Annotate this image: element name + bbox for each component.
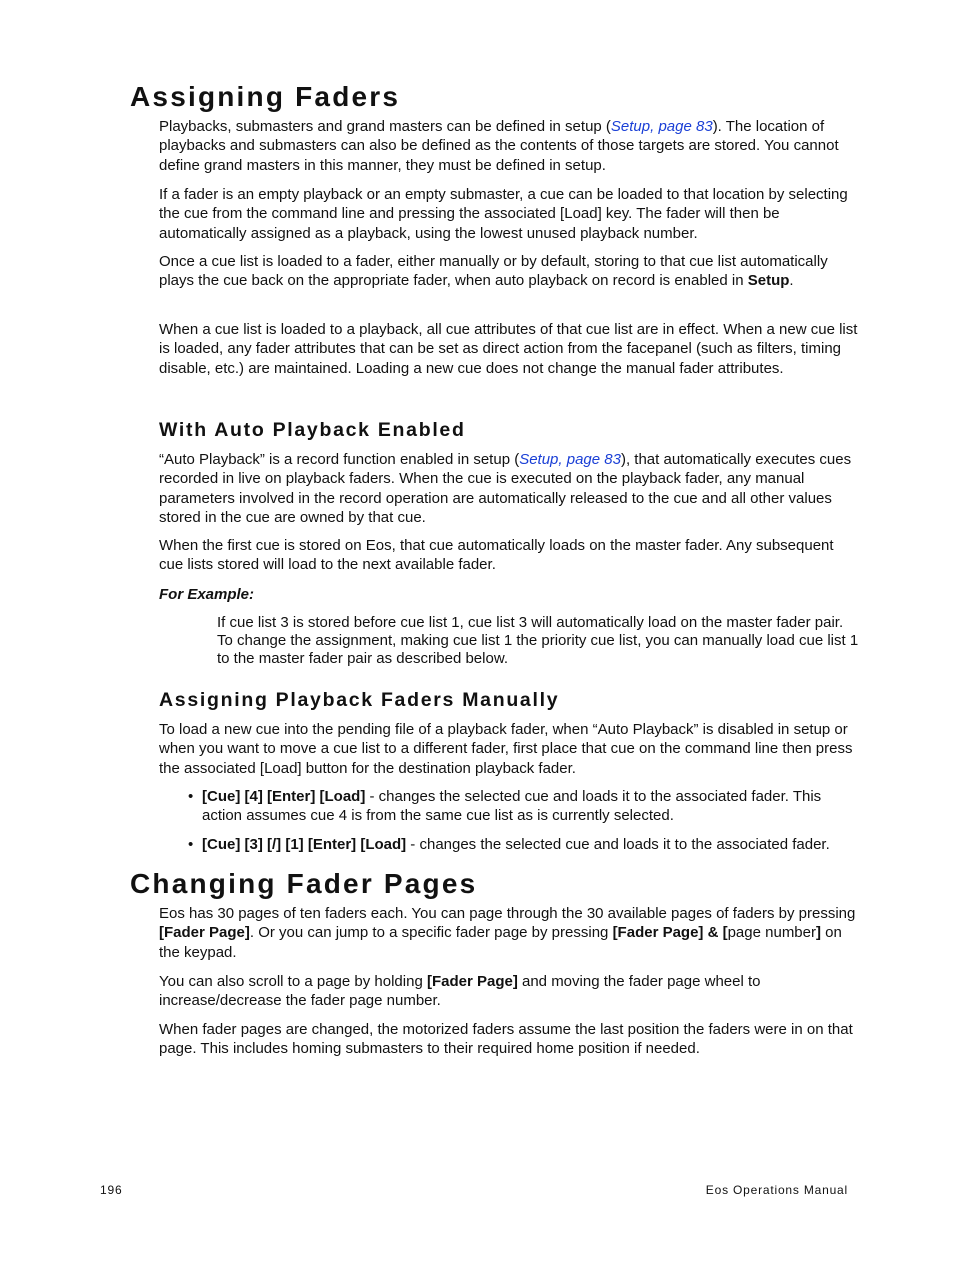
example-text: If cue list 3 is stored before cue list 1, cue list 3 will automatically load on the master fader pair. To change the assignment, making cue list 1 the priority cue list, you can manually load cue list 1 to the master fader pair as described below. [217,614,859,667]
xref-link-setup[interactable]: Setup, page 83 [519,451,621,468]
paragraph: Eos has 30 pages of ten faders each. You can page through the 30 available pages of faders by pressing [Fader Page]. Or you can jump to a specific fader page by pressing [Fader Page] & [page number] on the keypad. [159,905,856,961]
section-title-assigning-faders: Assigning Faders [130,81,401,112]
paragraph: Playbacks, submasters and grand masters can be defined in setup (Setup, page 83). The location of playbacks and submasters can also be defined as the contents of those targets are stored. You cannot define grand masters in this manner, they must be defined in setup. [159,118,839,174]
section-title-changing-fader-pages: Changing Fader Pages [130,868,478,899]
paragraph: Once a cue list is loaded to a fader, either manually or by default, storing to that cue list automatically plays the cue back on the appropriate fader, when auto playback on record is enabled in Setup. [159,253,828,290]
subsection-title-auto-playback: With Auto Playback Enabled [159,419,466,441]
subsection-title-manual-assign: Assigning Playback Faders Manually [159,689,560,711]
bullet-marker: • [188,788,194,805]
footer-manual-title: Eos Operations Manual [705,1183,848,1197]
key-sequence: [Cue] [4] [Enter] [Load] [202,788,366,805]
paragraph: You can also scroll to a page by holding [Fader Page] and moving the fader page wheel to increase/decrease the fader page number. [159,973,761,1010]
footer-page-number: 196 [100,1183,123,1197]
paragraph: When fader pages are changed, the motorized faders assume the last position the faders were in on that page. This includes homing submasters to their required home position if needed. [159,1021,853,1058]
bullet-item: [Cue] [3] [/] [1] [Enter] [Load] - changes the selected cue and loads it to the associated fader. [202,836,830,853]
paragraph: When the first cue is stored on Eos, that cue automatically loads on the master fader. Any subsequent cue lists stored will load to the next available fader. [159,537,834,574]
xref-link-setup[interactable]: Setup, page 83 [610,118,713,135]
bullet-marker: • [188,836,194,853]
paragraph: To load a new cue into the pending file of a playback fader, when “Auto Playback” is disabled in setup or when you want to move a cue list to a different fader, first place that cue on the command line then press the associated [Load] button for the destination playback fader. [159,721,853,777]
paragraph: If a fader is an empty playback or an empty submaster, a cue can be loaded to that location by selecting the cue from the command line and pressing the associated [Load] key. The fader will then be automatically assigned as a playback, using the lowest unused playback number. [159,186,848,242]
bullet-item: [Cue] [4] [Enter] [Load] - changes the selected cue and loads it to the associated fader. This action assumes cue 4 is from the same cue list as is currently selected. [202,788,822,825]
example-label: For Example: [159,586,255,603]
paragraph: When a cue list is loaded to a playback, all cue attributes of that cue list are in effect. When a new cue list is loaded, any fader attributes that can be set as direct action from the facepanel (such as filters, timing disable, etc.) are maintained. Loading a new cue does not change the manual fader attributes. [159,321,858,377]
key-sequence: [Cue] [3] [/] [1] [Enter] [Load] [202,836,407,853]
paragraph: “Auto Playback” is a record function enabled in setup (Setup, page 83), that automatically executes cues recorded in live on playback faders. When the cue is executed on the playback fader, any manual parameters involved in the record operation are automatically released to the cue and all other values stored in the cue are owned by that cue. [159,451,852,526]
